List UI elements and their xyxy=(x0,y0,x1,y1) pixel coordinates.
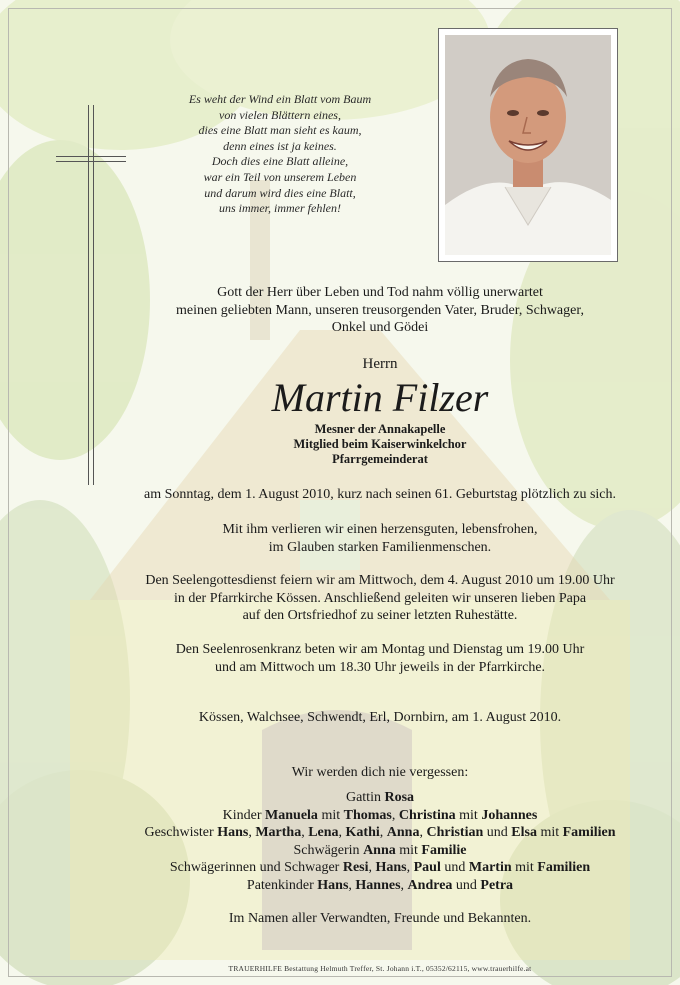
roles xyxy=(0,422,680,467)
salutation: Herrn xyxy=(362,356,398,372)
connector: mit xyxy=(321,807,341,823)
separator: , xyxy=(348,877,352,893)
connector: mit xyxy=(459,807,478,823)
label: Geschwister xyxy=(144,825,214,840)
in-law-name: Martin xyxy=(468,860,512,875)
place-date xyxy=(0,709,680,727)
poem-line: Doch dies eine Blatt alleine, xyxy=(211,154,349,169)
connector: und xyxy=(444,860,466,875)
connector: und xyxy=(486,825,508,840)
in-law-name: Resi xyxy=(342,860,369,875)
rosary-line: und am Mittwoch um 18.30 Uhr jeweils in der Pfarrkirche. xyxy=(214,659,546,675)
portrait-image xyxy=(445,35,611,255)
family-siblings xyxy=(0,824,680,842)
separator: , xyxy=(419,825,423,840)
place-date-line: Kössen, Walchsee, Schwendt, Erl, Dornbirn, am 1. August 2010. xyxy=(198,710,562,725)
label: Schwägerin xyxy=(293,842,360,858)
loss-line: im Glauben starken Familienmenschen. xyxy=(268,539,492,555)
sister-in-law-name: Anna xyxy=(363,842,396,858)
connector: mit xyxy=(540,825,560,840)
poem-line: von vielen Blättern eines, xyxy=(219,107,341,122)
mass-line: Den Seelengottesdienst feiern wir am Mittwoch, dem 4. August 2010 um 19.00 Uhr xyxy=(145,573,615,588)
sibling-name: Lena xyxy=(308,825,339,840)
in-law-name: Paul xyxy=(413,860,441,875)
family-godchildren xyxy=(0,877,680,895)
child-name: Christina xyxy=(398,807,456,823)
sibling-name: Elsa xyxy=(511,825,537,840)
connector: mit xyxy=(515,860,534,875)
family-list xyxy=(0,789,680,894)
role-line: Mitglied beim Kaiserwinkelchor xyxy=(293,437,467,451)
poem-line: war ein Teil von unserem Leben xyxy=(203,169,357,184)
family-wife xyxy=(0,789,680,807)
godchild-name: Petra xyxy=(480,877,514,893)
portrait-photo xyxy=(438,28,618,262)
deceased-name: Martin Filzer xyxy=(271,375,489,420)
family-children xyxy=(0,807,680,825)
label: Schwägerinnen und Schwager xyxy=(169,860,340,875)
remember-line: Wir werden dich nie vergessen: xyxy=(291,765,469,780)
poem-line: dies eine Blatt man sieht es kaum, xyxy=(198,123,362,138)
mass-line: in der Pfarrkirche Kössen. Anschließend geleiten wir unseren lieben Papa xyxy=(173,590,587,606)
role-line: Pfarrgemeinderat xyxy=(332,452,428,466)
godchild-name: Hans xyxy=(317,877,349,893)
family-sister-in-law xyxy=(0,842,680,860)
closing-text xyxy=(0,910,680,928)
role-line: Mesner der Annakapelle xyxy=(314,422,446,436)
cross-symbol-horizontal xyxy=(56,156,126,162)
connector: und xyxy=(455,877,477,893)
mass-line: auf den Ortsfriedhof zu seiner letzten Ruhestätte. xyxy=(242,608,518,623)
separator: , xyxy=(406,860,411,875)
child-partner-name: Thomas xyxy=(343,807,392,823)
label: Patenkinder xyxy=(246,877,314,893)
intro-line: Onkel und Gödei xyxy=(331,320,429,335)
poem-line: denn eines ist ja keines. xyxy=(223,138,337,153)
label: Gattin xyxy=(345,790,381,805)
family-in-laws xyxy=(0,859,680,877)
in-law-name: Hans xyxy=(375,860,407,875)
loss-line: Mit ihm verlieren wir einen herzensguten, lebensfrohen, xyxy=(222,522,538,537)
separator: , xyxy=(301,825,305,840)
poem-line: uns immer, immer fehlen! xyxy=(219,201,341,216)
connector: mit xyxy=(399,842,418,858)
sibling-name: Hans xyxy=(217,825,249,840)
godchild-name: Andrea xyxy=(407,877,453,893)
godchild-name: Hannes xyxy=(355,877,401,893)
label: Kinder xyxy=(222,807,262,823)
wife-name: Rosa xyxy=(384,790,415,805)
death-line: am Sonntag, dem 1. August 2010, kurz nach seinen 61. Geburtstag plötzlich zu sich. xyxy=(143,487,617,502)
families-word: Familien xyxy=(537,860,591,875)
sibling-name: Anna xyxy=(386,825,420,840)
separator: , xyxy=(248,825,252,840)
separator: , xyxy=(391,807,396,823)
separator: , xyxy=(338,825,343,840)
families-word: Familien xyxy=(562,825,616,840)
intro-text xyxy=(0,284,680,337)
intro-line: meinen geliebten Mann, unseren treusorgenden Vater, Bruder, Schwager, xyxy=(176,302,584,318)
separator: , xyxy=(368,860,372,875)
loss-text xyxy=(0,521,680,556)
closing-line: Im Namen aller Verwandten, Freunde und Bekannten. xyxy=(228,911,532,926)
intro-line: Gott der Herr über Leben und Tod nahm völlig unerwartet xyxy=(217,285,543,300)
separator: , xyxy=(379,825,384,840)
footer-funeral-service: TRAUERHILFE Bestattung Helmuth Treffer, St. Johann i.T., 05352/62115, www.trauerhilfe.at xyxy=(228,964,532,973)
poem xyxy=(150,92,410,217)
mass-text xyxy=(0,572,680,625)
poem-line: und darum wird dies eine Blatt, xyxy=(204,185,356,200)
child-name: Manuela xyxy=(265,807,318,823)
rosary-text xyxy=(0,641,680,676)
sibling-name: Martha xyxy=(255,825,302,840)
rosary-line: Den Seelenrosenkranz beten wir am Montag und Dienstag um 19.00 Uhr xyxy=(175,642,585,657)
child-partner-name: Johannes xyxy=(481,807,538,823)
separator: , xyxy=(400,877,405,893)
family-word: Familie xyxy=(421,842,467,858)
sibling-name: Christian xyxy=(426,825,484,840)
remember-text xyxy=(0,764,680,782)
sibling-name: Kathi xyxy=(345,825,380,840)
death-text xyxy=(0,486,680,504)
poem-line: Es weht der Wind ein Blatt vom Baum xyxy=(188,92,372,106)
